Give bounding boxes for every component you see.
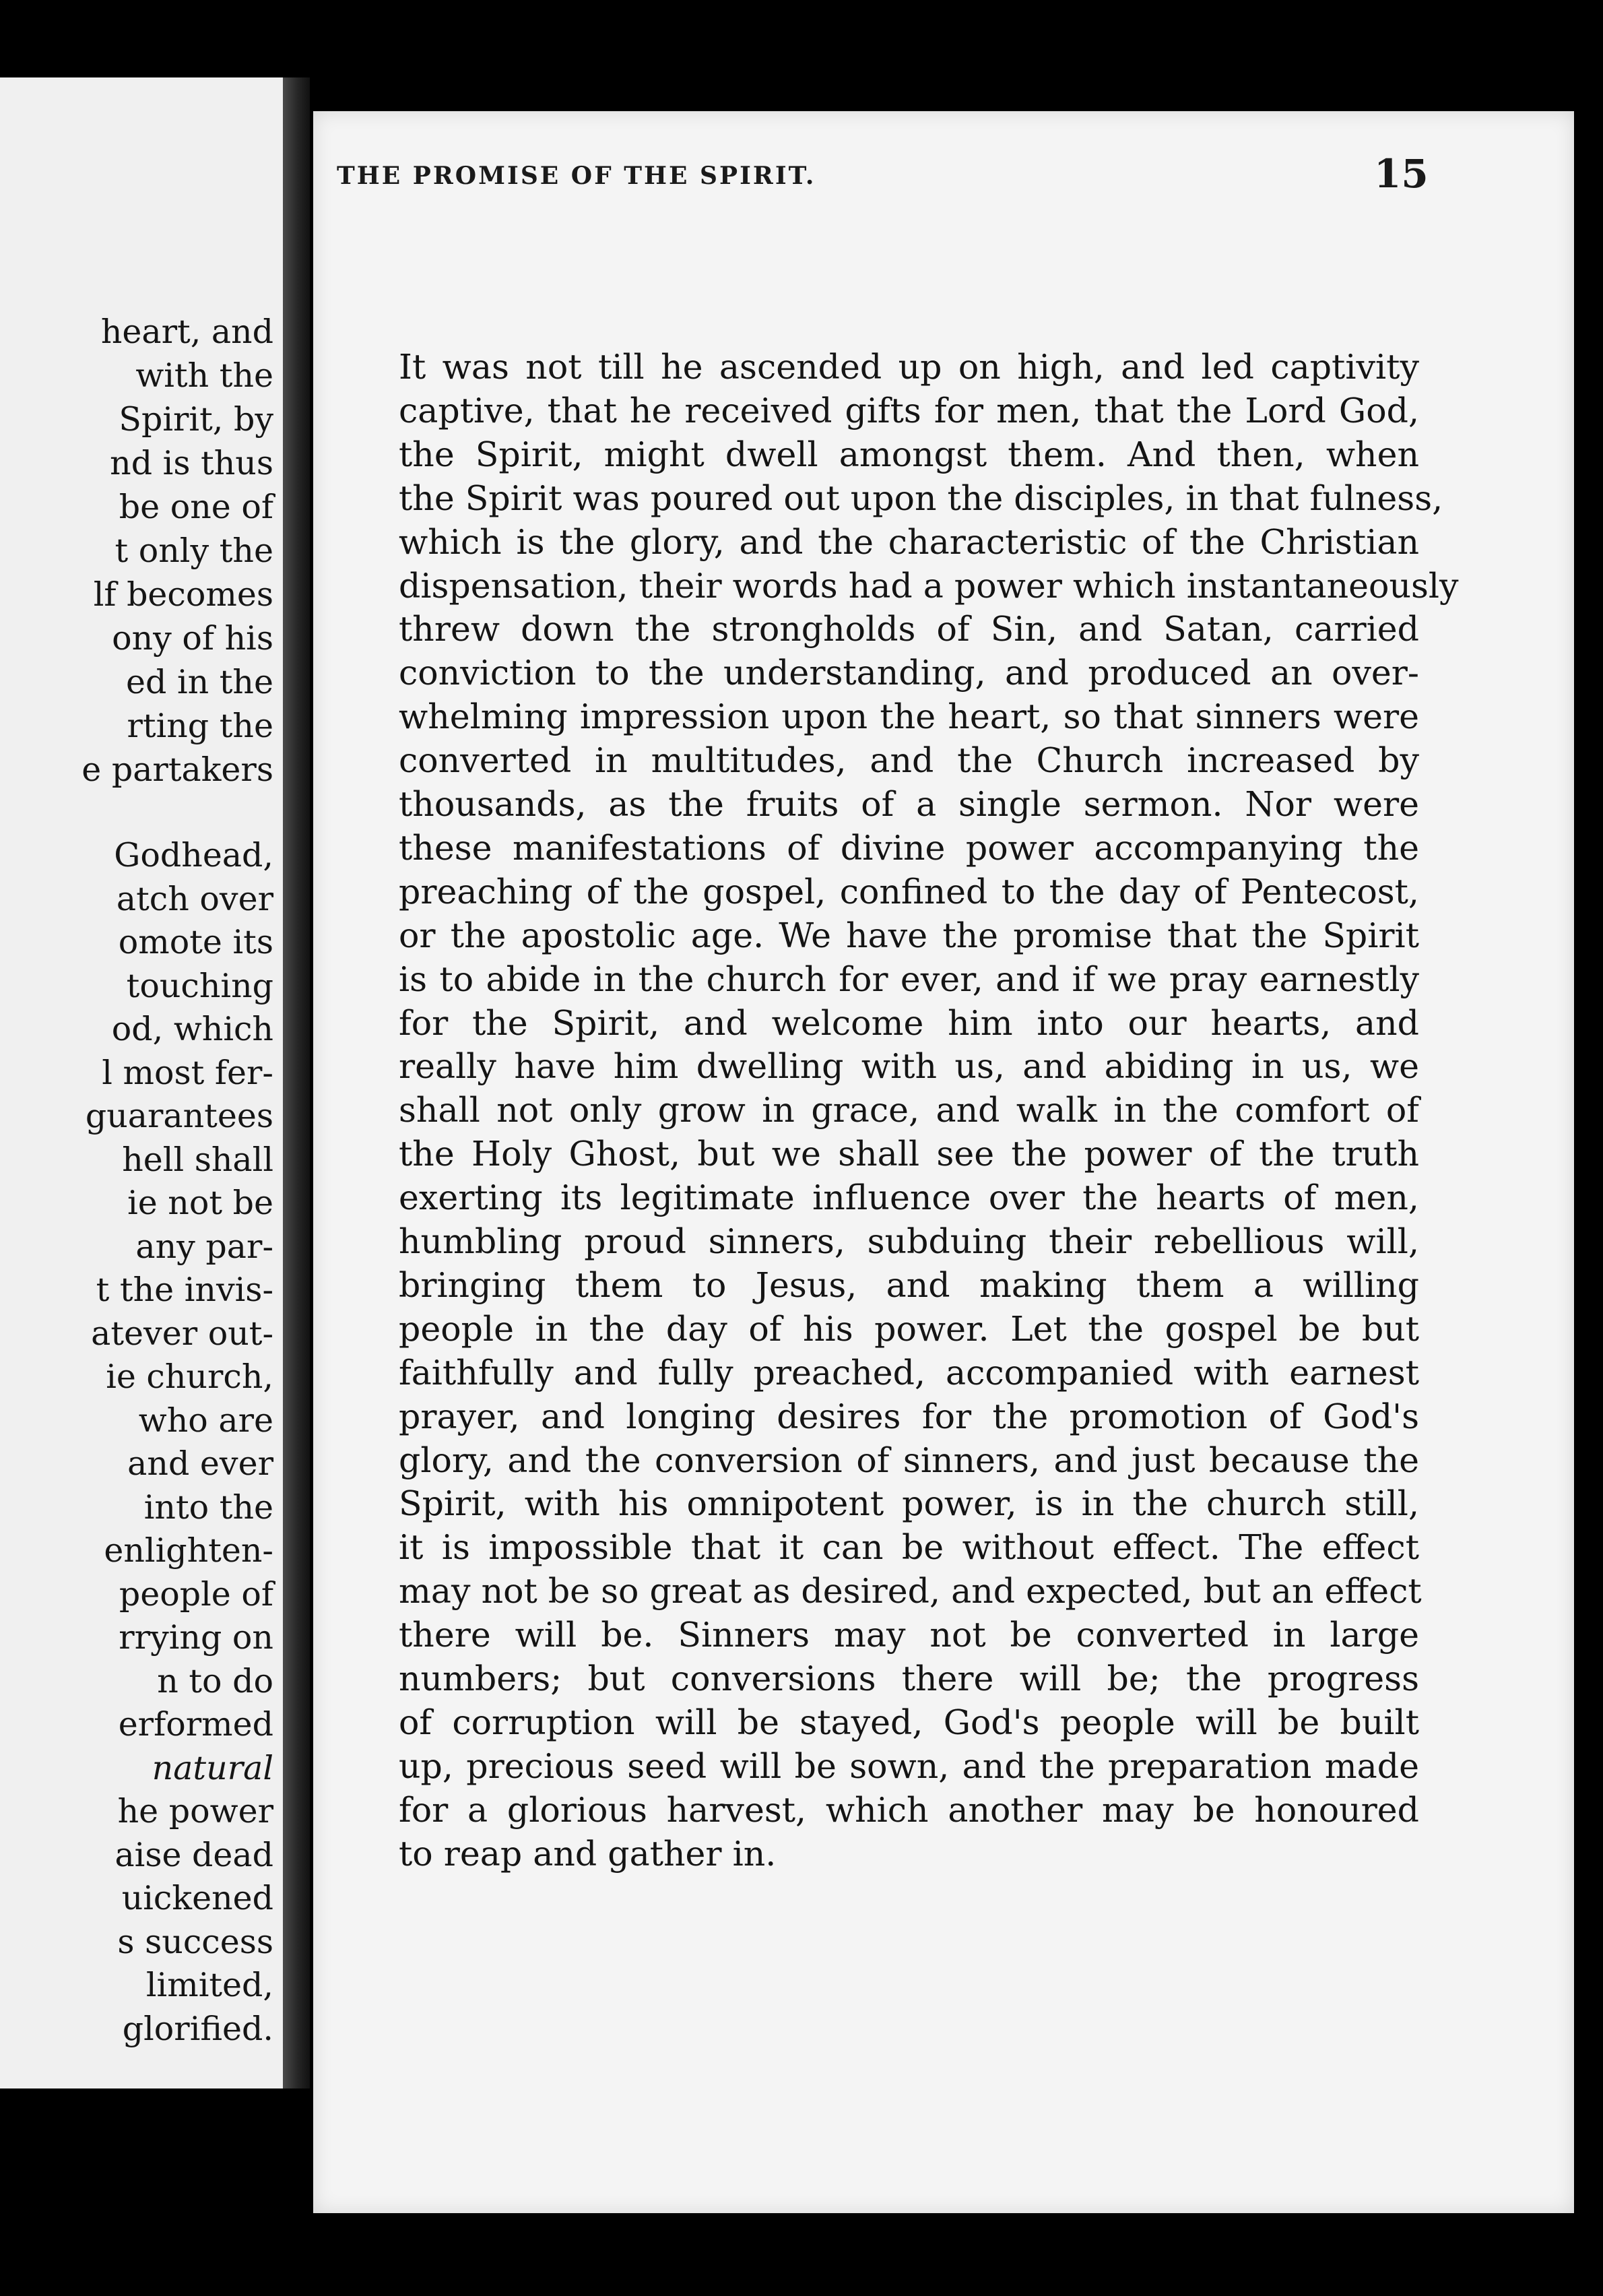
left-page-line: erformed [118,1705,273,1744]
left-page-line: rrying on [119,1618,273,1657]
left-page-line: aise dead [115,1835,273,1874]
body-line: whelming impression upon the heart, so that sinners were [399,697,1419,737]
body-line: really have him dwelling with us, and abiding in us, we [399,1046,1419,1087]
left-page-line: guarantees [85,1097,273,1135]
left-page-line: ie church, [106,1358,273,1396]
left-page-line: t only the [115,532,273,570]
left-page-line: Spirit, by [119,400,273,439]
body-line: numbers; but conversions there will be; the progress [399,1659,1419,1698]
left-page-line: nd is thus [110,444,273,482]
left-page-line: any par- [135,1227,273,1266]
body-line: exerting its legitimate influence over the hearts of men, [399,1178,1419,1218]
body-line: it is impossible that it can be without effect. The effect [399,1527,1419,1568]
book-gutter [283,77,310,2088]
body-line: of corruption will be stayed, God's people will be built [399,1702,1419,1742]
left-page-line: atever out- [91,1314,273,1353]
body-line: thousands, as the fruits of a single sermon. Nor were [399,784,1419,824]
body-line: shall not only grow in grace, and walk in the comfort of [399,1090,1419,1130]
left-page-line: s success [117,1922,273,1961]
left-page-line: and ever [127,1444,273,1483]
body-line: threw down the strongholds of Sin, and Satan, carried [399,609,1419,649]
left-page-line: with the [135,356,273,395]
left-page-line: uickened [121,1879,273,1917]
body-line: up, precious seed will be sown, and the preparation made [399,1746,1419,1786]
left-page-line: omote its [118,923,273,961]
body-line: the Holy Ghost, but we shall see the power of the truth [399,1134,1419,1174]
body-line: dispensation, their words had a power which instantaneously [399,565,1459,606]
body-line: these manifestations of divine power accompanying the [399,827,1419,868]
body-line: It was not till he ascended up on high, and led captivity [399,347,1419,387]
body-line: the Spirit, might dwell amongst them. And then, when [399,434,1419,474]
left-page-fragment [0,77,284,2088]
left-page-line: ie not be [127,1184,273,1222]
body-line: people in the day of his power. Let the gospel be but [399,1308,1419,1349]
left-page-line: glorified. [122,2009,273,2048]
running-head: THE PROMISE OF THE SPIRIT. [337,162,816,190]
left-page-line: ony of his [112,619,273,658]
body-line: bringing them to Jesus, and making them a willing [399,1265,1419,1305]
left-page-line: heart, and [100,313,273,351]
left-page-line: lf becomes [93,575,273,614]
left-page-line: Godhead, [114,836,273,874]
left-page-line: n to do [157,1661,273,1700]
left-page-line: atch over [116,879,273,918]
left-page-line: e partakers [81,751,273,789]
body-line: captive, that he received gifts for men, that the Lord God, [399,390,1419,430]
left-page-line: l most fer- [102,1053,273,1092]
body-line: there will be. Sinners may not be converted in large [399,1615,1419,1655]
left-page-line: ed in the [126,663,273,701]
body-line: converted in multitudes, and the Church increased by [399,740,1419,781]
left-page-line: be one of [119,488,273,526]
body-line: the Spirit was poured out upon the disciples, in that fulness, [399,478,1443,518]
body-line: conviction to the understanding, and produced an over- [399,653,1419,693]
left-page-line: who are [138,1401,273,1440]
body-line: may not be so great as desired, and expected, but an effect [399,1571,1422,1612]
left-page-line: od, which [111,1010,273,1048]
left-page-line: hell shall [122,1140,273,1179]
left-page-line: natural [152,1748,273,1787]
left-page-line: limited, [145,1966,273,2004]
body-line: is to abide in the church for ever, and if we pray earnestly [399,959,1419,999]
page-number: 15 [1374,151,1429,197]
left-page-line: t the invis- [96,1271,273,1309]
left-page-line: he power [117,1792,273,1830]
left-page-line: touching [126,966,273,1005]
body-line: humbling proud sinners, subduing their rebellious will, [399,1221,1419,1261]
body-line: or the apostolic age. We have the promise that the Spirit [399,915,1419,955]
left-page-line: into the [143,1488,273,1527]
left-page-line: people of [119,1574,273,1614]
body-line: for the Spirit, and welcome him into our hearts, and [399,1002,1419,1043]
body-line: preaching of the gospel, confined to the day of Pentecost, [399,871,1419,912]
body-line: Spirit, with his omnipotent power, is in the church still, [399,1484,1419,1524]
body-line: glory, and the conversion of sinners, and just because the [399,1440,1419,1480]
body-line: faithfully and fully preached, accompanied with earnest [399,1352,1419,1393]
body-line: prayer, and longing desires for the promotion of God's [399,1396,1419,1436]
body-line: which is the glory, and the characteristic of the Christian [399,521,1419,562]
left-page-line: rting the [127,707,273,745]
body-line: for a glorious harvest, which another may be honoured [399,1789,1419,1830]
body-line: to reap and gather in. [399,1833,777,1874]
left-page-line: enlighten- [104,1531,273,1570]
